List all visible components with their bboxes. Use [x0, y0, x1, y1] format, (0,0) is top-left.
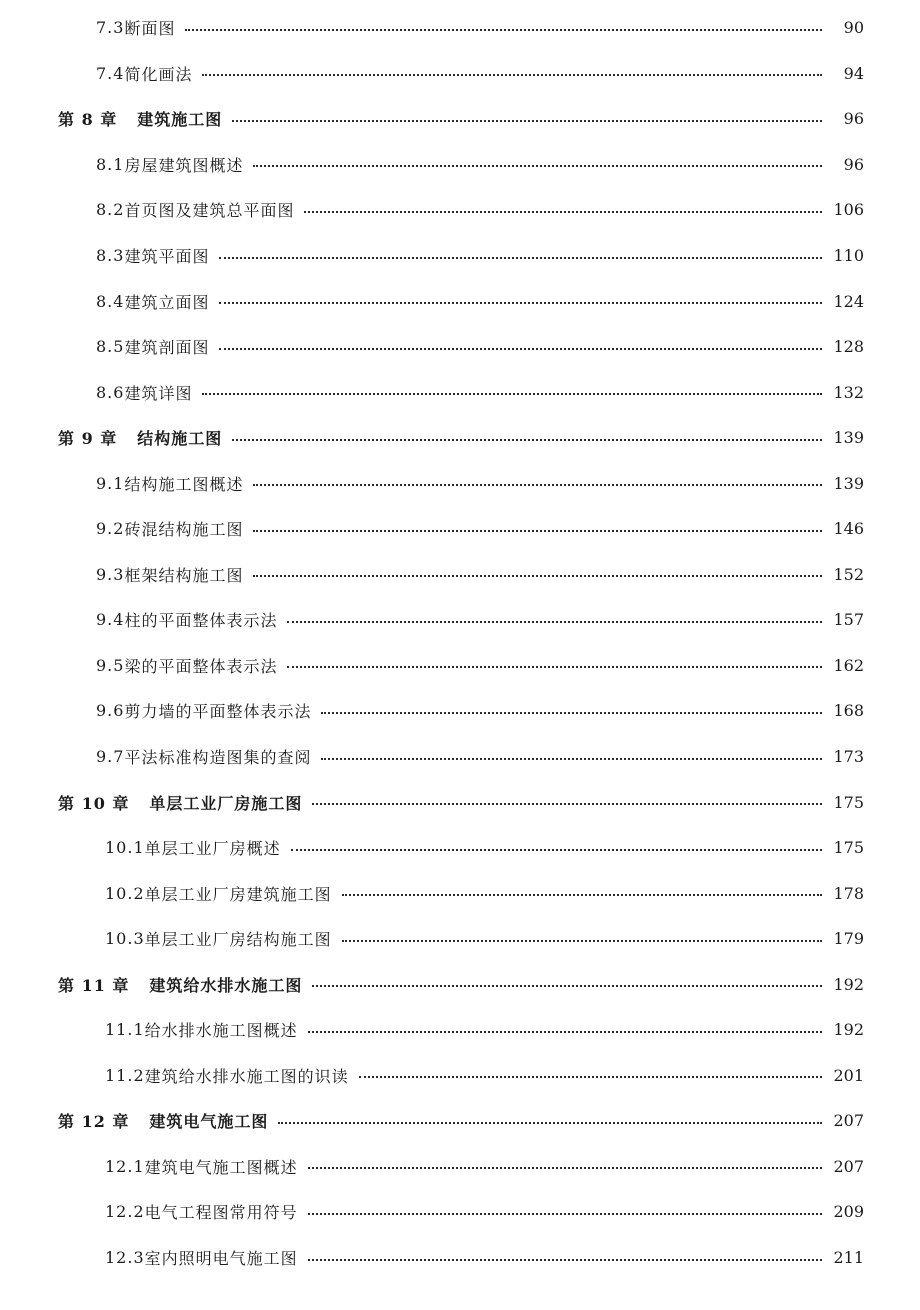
- entry-number: 9.4: [96, 610, 125, 630]
- toc-section-entry[interactable]: [0, 187, 920, 233]
- entry-page-number: 201: [833, 1065, 864, 1085]
- entry-title: 建筑电气施工图: [149, 1112, 269, 1132]
- entry-page-number: 128: [833, 337, 864, 357]
- entry-page-number: 157: [833, 610, 864, 630]
- entry-page-number: 209: [833, 1202, 864, 1222]
- entry-title: 首页图及建筑总平面图: [124, 201, 295, 221]
- entry-number: 8.3: [96, 246, 125, 265]
- toc-section-entry[interactable]: [0, 643, 920, 689]
- entry-page-number: 139: [833, 473, 864, 493]
- entry-title: 结构施工图: [137, 429, 223, 449]
- entry-title: 框架结构施工图: [124, 565, 244, 585]
- toc-section-entry[interactable]: [0, 369, 920, 415]
- toc-chapter-entry[interactable]: [0, 779, 920, 825]
- entry-title: 建筑电气施工图概述: [144, 1157, 298, 1177]
- dot-leader: [287, 666, 822, 668]
- dot-leader: [202, 74, 822, 76]
- entry-page-number: 96: [843, 109, 864, 129]
- dot-leader: [219, 302, 822, 304]
- entry-page-number: 94: [843, 63, 864, 83]
- entry-title: 建筑平面图: [124, 247, 210, 266]
- entry-title: 简化画法: [124, 64, 193, 84]
- dot-leader: [312, 985, 822, 987]
- dot-leader: [308, 1167, 822, 1169]
- entry-title: 建筑详图: [124, 383, 193, 403]
- dot-leader: [304, 211, 822, 213]
- dot-leader: [219, 348, 822, 350]
- entry-title: 结构施工图概述: [124, 474, 244, 494]
- dot-leader: [253, 165, 822, 167]
- entry-title: 柱的平面整体表示法: [124, 611, 278, 631]
- dot-leader: [253, 575, 822, 577]
- dot-leader: [291, 849, 822, 851]
- entry-number: 12.1: [105, 1156, 145, 1176]
- dot-leader: [342, 894, 822, 896]
- toc-section-entry[interactable]: [0, 5, 920, 51]
- entry-title: 剪力墙的平面整体表示法: [124, 702, 312, 722]
- entry-number: 第 8 章: [58, 110, 118, 130]
- entry-number: 12.2: [105, 1202, 145, 1222]
- entry-page-number: 96: [843, 154, 864, 174]
- entry-title: 建筑给水排水施工图: [149, 975, 303, 995]
- toc-section-entry[interactable]: [0, 1007, 920, 1053]
- entry-page-number: 162: [833, 655, 864, 675]
- entry-title: 建筑施工图: [137, 110, 223, 130]
- table-of-contents: [0, 5, 920, 1280]
- entry-title: 砖混结构施工图: [124, 520, 244, 540]
- entry-page-number: 124: [833, 291, 864, 311]
- toc-section-entry[interactable]: [0, 233, 920, 279]
- entry-number: 9.1: [96, 473, 125, 493]
- dot-leader: [253, 530, 822, 532]
- toc-section-entry[interactable]: [0, 278, 920, 324]
- dot-leader: [232, 120, 822, 122]
- entry-page-number: 152: [833, 564, 864, 584]
- dot-leader: [342, 940, 822, 942]
- toc-section-entry[interactable]: [0, 506, 920, 552]
- entry-page-number: 192: [833, 1020, 864, 1040]
- toc-chapter-entry[interactable]: [0, 1098, 920, 1144]
- entry-title: 建筑给水排水施工图的识读: [144, 1066, 349, 1086]
- toc-section-entry[interactable]: [0, 825, 920, 871]
- entry-page-number: 175: [833, 838, 864, 858]
- dot-leader: [185, 29, 822, 31]
- entry-page-number: 106: [833, 200, 864, 220]
- entry-number: 第 11 章: [58, 975, 130, 995]
- entry-number: 7.3: [96, 18, 125, 38]
- entry-number: 11.2: [105, 1065, 145, 1085]
- entry-page-number: 168: [833, 701, 864, 721]
- entry-number: 8.4: [96, 291, 125, 311]
- entry-title: 室内照明电气施工图: [144, 1249, 298, 1269]
- entry-number: 7.4: [96, 63, 125, 83]
- entry-page-number: 192: [833, 974, 864, 994]
- dot-leader: [312, 803, 822, 805]
- entry-number: 9.5: [96, 655, 125, 675]
- entry-page-number: 211: [833, 1248, 864, 1268]
- entry-number: 9.3: [96, 564, 125, 584]
- entry-number: 第 12 章: [58, 1112, 130, 1132]
- dot-leader: [202, 393, 822, 395]
- toc-section-entry[interactable]: [0, 1144, 920, 1190]
- dot-leader: [287, 621, 822, 623]
- toc-section-entry[interactable]: [0, 1189, 920, 1235]
- toc-section-entry[interactable]: [0, 1235, 920, 1281]
- entry-title: 给水排水施工图概述: [144, 1021, 298, 1041]
- entry-number: 第 10 章: [58, 793, 130, 813]
- toc-chapter-entry[interactable]: [0, 96, 920, 142]
- entry-page-number: 179: [833, 929, 864, 949]
- entry-number: 8.1: [96, 154, 125, 174]
- entry-number: 8.5: [96, 337, 125, 357]
- entry-number: 9.2: [96, 519, 125, 539]
- entry-page-number: 207: [833, 1111, 864, 1131]
- entry-title: 单层工业厂房概述: [144, 839, 281, 859]
- toc-section-entry[interactable]: [0, 324, 920, 370]
- entry-page-number: 90: [843, 18, 864, 38]
- entry-page-number: 146: [833, 519, 864, 539]
- dot-leader: [232, 439, 822, 441]
- dot-leader: [253, 484, 822, 486]
- entry-page-number: 139: [833, 428, 864, 448]
- dot-leader: [308, 1213, 822, 1215]
- entry-page-number: 207: [833, 1156, 864, 1176]
- entry-title: 梁的平面整体表示法: [124, 656, 278, 676]
- entry-title: 平法标准构造图集的查阅: [124, 748, 312, 768]
- toc-section-entry[interactable]: [0, 688, 920, 734]
- entry-title: 单层工业厂房结构施工图: [144, 930, 332, 950]
- entry-page-number: 132: [833, 382, 864, 402]
- entry-number: 10.3: [105, 929, 145, 949]
- entry-title: 建筑剖面图: [124, 338, 210, 358]
- entry-page-number: 110: [833, 246, 864, 265]
- entry-number: 10.2: [105, 883, 145, 903]
- dot-leader: [359, 1076, 822, 1078]
- toc-section-entry[interactable]: [0, 734, 920, 780]
- entry-page-number: 178: [833, 883, 864, 903]
- dot-leader: [321, 758, 822, 760]
- entry-number: 9.6: [96, 701, 125, 721]
- entry-number: 8.6: [96, 382, 125, 402]
- toc-chapter-entry[interactable]: [0, 961, 920, 1007]
- toc-section-entry[interactable]: [0, 552, 920, 598]
- entry-number: 12.3: [105, 1248, 145, 1268]
- toc-section-entry[interactable]: [0, 460, 920, 506]
- toc-section-entry[interactable]: [0, 870, 920, 916]
- toc-section-entry[interactable]: [0, 1053, 920, 1099]
- toc-section-entry[interactable]: [0, 51, 920, 97]
- entry-title: 单层工业厂房建筑施工图: [144, 884, 332, 904]
- toc-section-entry[interactable]: [0, 916, 920, 962]
- dot-leader: [219, 257, 822, 259]
- entry-title: 断面图: [124, 19, 176, 39]
- entry-number: 9.7: [96, 747, 125, 767]
- entry-page-number: 173: [833, 747, 864, 767]
- entry-number: 8.2: [96, 200, 125, 220]
- entry-title: 建筑立面图: [124, 292, 210, 312]
- entry-number: 第 9 章: [58, 429, 118, 449]
- entry-number: 11.1: [105, 1020, 145, 1040]
- toc-chapter-entry[interactable]: [0, 415, 920, 461]
- dot-leader: [278, 1122, 822, 1124]
- toc-section-entry[interactable]: [0, 142, 920, 188]
- entry-page-number: 175: [833, 792, 864, 812]
- dot-leader: [308, 1031, 822, 1033]
- dot-leader: [321, 712, 822, 714]
- entry-title: 电气工程图常用符号: [144, 1203, 298, 1223]
- entry-title: 单层工业厂房施工图: [149, 793, 303, 813]
- entry-title: 房屋建筑图概述: [124, 155, 244, 175]
- toc-section-entry[interactable]: [0, 597, 920, 643]
- dot-leader: [308, 1259, 822, 1261]
- entry-number: 10.1: [105, 838, 145, 858]
